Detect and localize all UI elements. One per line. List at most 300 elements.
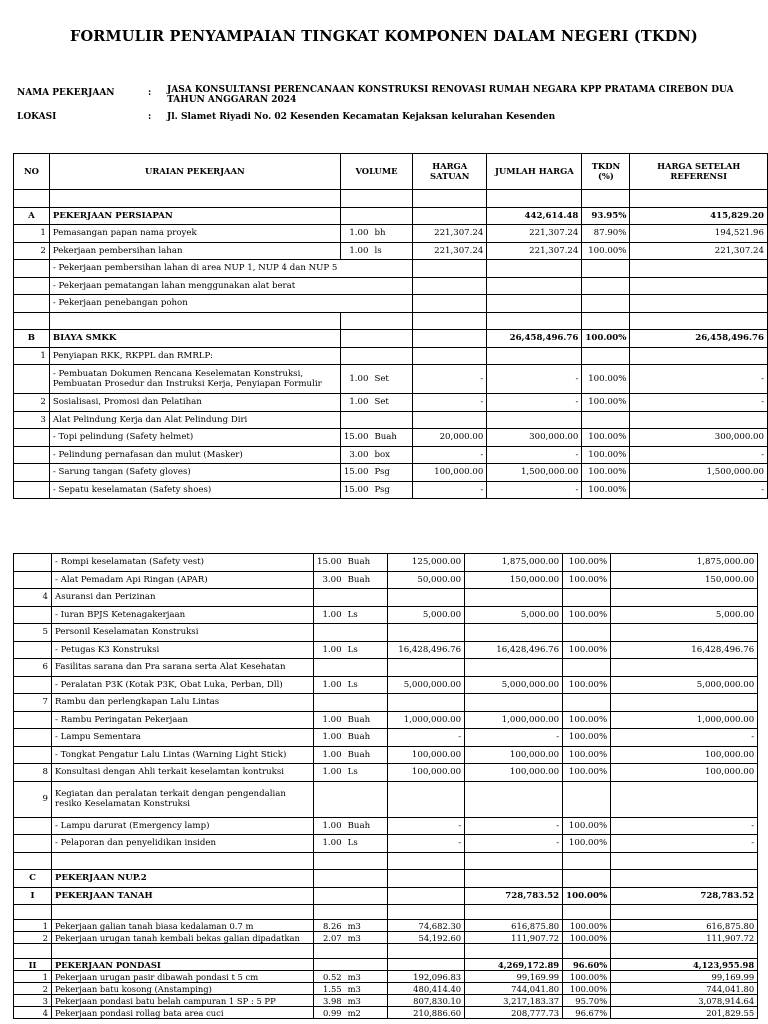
row-harga-referensi	[611, 659, 758, 677]
row-uraian: - Rompi keselamatan (Safety vest)	[52, 554, 314, 572]
job-name-value: JASA KONSULTANSI PERENCANAAN KONSTRUKSI RENOVASI RUMAH NEGARA KPP PRATAMA CIREBON DUA TAHUN ANGGARAN 2024	[167, 85, 734, 105]
row-jumlah-harga: 5,000,000.00	[465, 676, 563, 694]
row-harga-referensi: 111,907.72	[611, 932, 758, 944]
row-harga-referensi: 415,829.20	[630, 207, 768, 225]
row-volume-qty: 1.00	[340, 242, 371, 260]
row-no	[14, 260, 50, 278]
row-volume-qty: 1.00	[314, 606, 345, 624]
row-uraian: - Lampu darurat (Emergency lamp)	[52, 817, 314, 835]
row-no	[14, 190, 50, 208]
row-harga-satuan: 221,307.24	[413, 225, 487, 243]
row-jumlah-harga: -	[465, 835, 563, 853]
row-uraian: Pekerjaan galian tanah biasa kedalaman 0.7 m	[52, 920, 314, 932]
row-volume-unit	[371, 347, 412, 365]
row-harga-satuan: -	[413, 365, 487, 394]
row-volume-qty	[340, 295, 371, 313]
row-volume-unit: m2	[345, 1007, 388, 1019]
section-row	[14, 330, 768, 348]
row-volume-qty	[340, 312, 371, 330]
row-uraian: Pekerjaan urugan pasir dibawah pondasi t 5 cm	[52, 971, 314, 983]
row-harga-referensi	[630, 190, 768, 208]
row-uraian: BIAYA SMKK	[49, 330, 340, 348]
row-volume-unit	[371, 312, 412, 330]
row-jumlah-harga: -	[487, 446, 582, 464]
row-uraian: - Pelindung pernafasan dan mulut (Masker)	[49, 446, 340, 464]
table-row	[14, 624, 758, 642]
row-no: 2	[14, 932, 52, 944]
row-harga-referensi: 1,500,000.00	[630, 464, 768, 482]
row-harga-satuan	[388, 694, 465, 712]
section-row	[14, 959, 758, 971]
row-tkdn	[582, 312, 630, 330]
row-volume-unit	[345, 959, 388, 971]
row-harga-satuan: 192,096.83	[388, 971, 465, 983]
row-tkdn: 96.60%	[563, 959, 611, 971]
row-volume-qty: 1.55	[314, 983, 345, 995]
row-no	[14, 554, 52, 572]
row-harga-satuan: 100,000.00	[388, 746, 465, 764]
row-tkdn: 100.00%	[582, 242, 630, 260]
row-volume-unit	[371, 330, 412, 348]
row-tkdn: 100.00%	[563, 932, 611, 944]
row-volume-unit: Buah	[345, 571, 388, 589]
row-jumlah-harga	[487, 190, 582, 208]
row-tkdn	[582, 190, 630, 208]
row-harga-referensi	[630, 411, 768, 429]
table-row	[14, 554, 758, 572]
row-harga-referensi: 1,000,000.00	[611, 711, 758, 729]
form-title: FORMULIR PENYAMPAIAN TINGKAT KOMPONEN DALAM NEGERI (TKDN)	[69, 28, 698, 45]
table-row	[14, 781, 758, 817]
row-volume-unit	[345, 887, 388, 905]
table-row	[14, 817, 758, 835]
row-no: 7	[14, 694, 52, 712]
row-jumlah-harga: 442,614.48	[487, 207, 582, 225]
row-no	[14, 277, 50, 295]
row-jumlah-harga: -	[465, 729, 563, 747]
table-row	[14, 394, 768, 412]
row-tkdn: 100.00%	[563, 676, 611, 694]
row-volume-qty: 1.00	[314, 746, 345, 764]
row-jumlah-harga: 1,500,000.00	[487, 464, 582, 482]
row-tkdn: 87.90%	[582, 225, 630, 243]
table-row	[14, 641, 758, 659]
row-volume-qty: 15.00	[314, 554, 345, 572]
row-volume-unit	[345, 905, 388, 920]
row-jumlah-harga: 1,000,000.00	[465, 711, 563, 729]
row-harga-satuan	[413, 260, 487, 278]
row-harga-satuan	[388, 959, 465, 971]
row-no	[14, 676, 52, 694]
row-volume-unit: m3	[345, 971, 388, 983]
row-volume-unit: bh	[371, 225, 412, 243]
row-uraian: Pekerjaan pondasi rollag bata area cuci	[52, 1007, 314, 1019]
row-harga-satuan: 125,000.00	[388, 554, 465, 572]
row-tkdn: 100.00%	[563, 554, 611, 572]
row-uraian: Alat Pelindung Kerja dan Alat Pelindung Diri	[49, 411, 340, 429]
table-row	[14, 932, 758, 944]
table-row	[14, 242, 768, 260]
table-row	[14, 606, 758, 624]
row-no	[14, 481, 50, 499]
row-volume-unit: Ls	[345, 835, 388, 853]
row-harga-satuan	[388, 624, 465, 642]
row-harga-satuan: 480,414.40	[388, 983, 465, 995]
row-harga-satuan	[413, 347, 487, 365]
row-volume-unit	[345, 852, 388, 870]
row-tkdn	[582, 277, 630, 295]
row-harga-referensi	[611, 624, 758, 642]
row-volume-unit: box	[371, 446, 412, 464]
row-no: 2	[14, 394, 50, 412]
row-tkdn: 100.00%	[582, 481, 630, 499]
section-row	[14, 870, 758, 888]
row-volume-unit: Ls	[345, 764, 388, 782]
location-label: LOKASI	[17, 112, 57, 122]
row-harga-satuan	[413, 330, 487, 348]
row-volume-unit	[345, 694, 388, 712]
row-no	[14, 711, 52, 729]
row-jumlah-harga: -	[487, 394, 582, 412]
row-uraian: Pekerjaan batu kosong (Anstamping)	[52, 983, 314, 995]
row-tkdn	[563, 944, 611, 959]
table-row	[14, 971, 758, 983]
row-uraian: - Tongkat Pengatur Lalu Lintas (Warning Light Stick)	[52, 746, 314, 764]
row-no: 2	[14, 242, 50, 260]
row-no: 4	[14, 1007, 52, 1019]
row-volume-unit: Ls	[345, 606, 388, 624]
row-harga-satuan	[413, 411, 487, 429]
row-tkdn: 100.00%	[563, 817, 611, 835]
row-jumlah-harga	[487, 260, 582, 278]
row-harga-satuan: 100,000.00	[388, 764, 465, 782]
row-tkdn: 100.00%	[563, 711, 611, 729]
row-harga-satuan: 100,000.00	[413, 464, 487, 482]
row-volume-unit	[345, 870, 388, 888]
row-volume-qty: 1.00	[340, 225, 371, 243]
row-volume-unit	[345, 659, 388, 677]
spacer-row	[14, 944, 758, 959]
row-tkdn: 100.00%	[563, 571, 611, 589]
row-harga-satuan: 5,000,000.00	[388, 676, 465, 694]
row-uraian: Penyiapan RKK, RKPPL dan RMRLP:	[49, 347, 340, 365]
row-harga-referensi: -	[630, 481, 768, 499]
header-harga-referensi: HARGA SETELAH REFERENSI	[630, 154, 768, 190]
header-jumlah-harga: JUMLAH HARGA	[487, 154, 582, 190]
table-row	[14, 411, 768, 429]
row-volume-unit: m3	[345, 932, 388, 944]
blank-row	[14, 852, 758, 870]
row-tkdn: 100.00%	[563, 641, 611, 659]
table-row	[14, 835, 758, 853]
table-row	[14, 711, 758, 729]
row-jumlah-harga	[465, 781, 563, 817]
row-no	[14, 944, 52, 959]
row-harga-satuan	[388, 887, 465, 905]
table-row	[14, 983, 758, 995]
row-no: 1	[14, 347, 50, 365]
row-harga-referensi: 300,000.00	[630, 429, 768, 447]
row-no: C	[14, 870, 52, 888]
row-no: I	[14, 887, 52, 905]
row-harga-referensi	[630, 260, 768, 278]
row-jumlah-harga	[465, 852, 563, 870]
row-harga-referensi	[611, 905, 758, 920]
row-jumlah-harga	[487, 295, 582, 313]
row-no: 1	[14, 920, 52, 932]
row-volume-qty: 0.52	[314, 971, 345, 983]
row-harga-satuan: -	[388, 817, 465, 835]
section-row	[14, 207, 768, 225]
row-volume-qty	[314, 781, 345, 817]
row-uraian: - Iuran BPJS Ketenagakerjaan	[52, 606, 314, 624]
row-harga-satuan: -	[413, 446, 487, 464]
row-uraian: - Pelaporan dan penyelidikan insiden	[52, 835, 314, 853]
row-uraian: PEKERJAAN NUP.2	[52, 870, 314, 888]
row-no: II	[14, 959, 52, 971]
row-volume-unit: Psg	[371, 464, 412, 482]
row-uraian: Fasilitas sarana dan Pra sarana serta Alat Kesehatan	[52, 659, 314, 677]
row-no	[14, 365, 50, 394]
row-no	[14, 852, 52, 870]
row-harga-referensi: 99,169.99	[611, 971, 758, 983]
row-harga-satuan: -	[388, 729, 465, 747]
row-uraian: PEKERJAAN TANAH	[52, 887, 314, 905]
row-jumlah-harga: 4,269,172.89	[465, 959, 563, 971]
row-harga-satuan: -	[388, 835, 465, 853]
row-harga-referensi: 1,875,000.00	[611, 554, 758, 572]
row-jumlah-harga: 744,041.80	[465, 983, 563, 995]
row-volume-unit	[345, 781, 388, 817]
row-volume-qty: 1.00	[314, 676, 345, 694]
row-harga-satuan: 807,830.10	[388, 995, 465, 1007]
table-row	[14, 659, 758, 677]
row-no: 3	[14, 411, 50, 429]
table-row	[14, 481, 768, 499]
row-volume-unit: m3	[345, 920, 388, 932]
row-jumlah-harga: 100,000.00	[465, 746, 563, 764]
row-harga-referensi: -	[630, 365, 768, 394]
row-jumlah-harga: 221,307.24	[487, 242, 582, 260]
table-row	[14, 995, 758, 1007]
row-volume-qty: 3.98	[314, 995, 345, 1007]
row-harga-referensi: 221,307.24	[630, 242, 768, 260]
table-row	[14, 365, 768, 394]
row-volume-unit: Buah	[345, 817, 388, 835]
table-row	[14, 225, 768, 243]
row-no	[14, 746, 52, 764]
row-jumlah-harga: 3,217,183.37	[465, 995, 563, 1007]
row-no	[14, 429, 50, 447]
row-jumlah-harga	[487, 347, 582, 365]
row-harga-referensi	[611, 781, 758, 817]
table-row	[14, 729, 758, 747]
row-jumlah-harga	[465, 624, 563, 642]
row-volume-qty: 15.00	[340, 481, 371, 499]
row-tkdn	[563, 852, 611, 870]
row-jumlah-harga: 1,875,000.00	[465, 554, 563, 572]
row-harga-referensi: 26,458,496.76	[630, 330, 768, 348]
row-jumlah-harga: 221,307.24	[487, 225, 582, 243]
row-tkdn: 100.00%	[582, 446, 630, 464]
row-uraian: - Topi pelindung (Safety helmet)	[49, 429, 340, 447]
row-harga-satuan: -	[413, 394, 487, 412]
row-tkdn	[563, 589, 611, 607]
row-volume-qty	[340, 260, 371, 278]
row-harga-referensi	[611, 694, 758, 712]
row-uraian: - Petugas K3 Konstruksi	[52, 641, 314, 659]
row-uraian: Sosialisasi, Promosi dan Pelatihan	[49, 394, 340, 412]
row-jumlah-harga	[465, 589, 563, 607]
row-tkdn	[563, 694, 611, 712]
row-volume-qty: 1.00	[340, 365, 371, 394]
row-no	[14, 571, 52, 589]
row-tkdn	[563, 781, 611, 817]
row-tkdn: 93.95%	[582, 207, 630, 225]
row-harga-referensi: 194,521.96	[630, 225, 768, 243]
row-volume-unit	[371, 190, 412, 208]
row-harga-referensi: 16,428,496.76	[611, 641, 758, 659]
row-jumlah-harga	[465, 905, 563, 920]
row-volume-unit: Set	[371, 394, 412, 412]
row-volume-qty: 1.00	[314, 711, 345, 729]
header-harga-satuan: HARGA SATUAN	[413, 154, 487, 190]
row-volume-unit	[371, 411, 412, 429]
row-harga-satuan	[388, 589, 465, 607]
row-harga-referensi: -	[630, 446, 768, 464]
row-uraian: - Pembuatan Dokumen Rencana Keselematan Konstruksi, Pembuatan Prosedur dan Instruksi Kerja, Penyiapan Formulir	[49, 365, 340, 394]
row-volume-unit: m3	[345, 983, 388, 995]
table-row	[14, 746, 758, 764]
row-harga-referensi: 5,000,000.00	[611, 676, 758, 694]
row-no	[14, 641, 52, 659]
row-uraian: Pekerjaan pembersihan lahan	[49, 242, 340, 260]
row-harga-satuan: 20,000.00	[413, 429, 487, 447]
row-no: B	[14, 330, 50, 348]
row-harga-referensi: -	[611, 835, 758, 853]
row-harga-referensi: -	[611, 729, 758, 747]
row-harga-referensi: -	[611, 817, 758, 835]
row-no	[14, 312, 50, 330]
row-volume-qty: 3.00	[340, 446, 371, 464]
row-no	[14, 606, 52, 624]
row-harga-referensi: -	[630, 394, 768, 412]
table-header-row	[14, 154, 768, 190]
row-harga-satuan	[413, 312, 487, 330]
table-row	[14, 1007, 758, 1019]
row-harga-referensi	[611, 870, 758, 888]
row-tkdn	[582, 347, 630, 365]
row-uraian: PEKERJAAN PERSIAPAN	[49, 207, 340, 225]
row-uraian: - Lampu Sementara	[52, 729, 314, 747]
row-no: 2	[14, 983, 52, 995]
section-row	[14, 887, 758, 905]
row-jumlah-harga	[465, 694, 563, 712]
row-tkdn: 95.70%	[563, 995, 611, 1007]
row-uraian: Pemasangan papan nama proyek	[49, 225, 340, 243]
row-no: 1	[14, 971, 52, 983]
row-no	[14, 835, 52, 853]
row-uraian: - Pekerjaan penebangan pohon	[49, 295, 340, 313]
row-harga-satuan: 210,886.60	[388, 1007, 465, 1019]
row-harga-satuan	[413, 190, 487, 208]
row-jumlah-harga: -	[487, 481, 582, 499]
row-tkdn: 100.00%	[582, 394, 630, 412]
row-tkdn: 100.00%	[563, 729, 611, 747]
row-no	[14, 905, 52, 920]
row-tkdn: 100.00%	[563, 764, 611, 782]
row-tkdn: 100.00%	[563, 835, 611, 853]
row-no: A	[14, 207, 50, 225]
row-volume-unit: Psg	[371, 481, 412, 499]
row-no	[14, 817, 52, 835]
row-volume-qty	[314, 589, 345, 607]
row-tkdn: 100.00%	[582, 365, 630, 394]
row-uraian: - Sepatu keselamatan (Safety shoes)	[49, 481, 340, 499]
row-no: 1	[14, 225, 50, 243]
row-uraian	[49, 190, 340, 208]
row-volume-qty: 1.00	[314, 764, 345, 782]
row-volume-qty: 15.00	[340, 429, 371, 447]
row-volume-unit: Ls	[345, 641, 388, 659]
row-jumlah-harga: -	[465, 817, 563, 835]
row-harga-satuan	[413, 295, 487, 313]
row-uraian: PEKERJAAN PONDASI	[52, 959, 314, 971]
row-tkdn	[582, 260, 630, 278]
row-jumlah-harga	[465, 870, 563, 888]
row-harga-satuan: 54,192.60	[388, 932, 465, 944]
tkdn-table-part-2	[13, 553, 758, 1019]
table-row	[14, 920, 758, 932]
row-uraian: Pekerjaan urugan tanah kembali bekas galian dipadatkan	[52, 932, 314, 944]
row-tkdn	[563, 659, 611, 677]
row-tkdn: 100.00%	[563, 887, 611, 905]
row-harga-referensi: 3,078,914.64	[611, 995, 758, 1007]
row-tkdn	[563, 905, 611, 920]
row-jumlah-harga: 16,428,496.76	[465, 641, 563, 659]
row-no	[14, 295, 50, 313]
row-volume-qty	[340, 207, 371, 225]
row-no: 6	[14, 659, 52, 677]
row-volume-qty	[314, 905, 345, 920]
row-jumlah-harga	[487, 277, 582, 295]
row-volume-unit	[345, 624, 388, 642]
row-harga-referensi: 728,783.52	[611, 887, 758, 905]
row-no	[14, 464, 50, 482]
table-row	[14, 429, 768, 447]
table-row	[14, 694, 758, 712]
table-row	[14, 764, 758, 782]
row-harga-satuan: 221,307.24	[413, 242, 487, 260]
row-volume-unit	[345, 589, 388, 607]
row-harga-referensi: 5,000.00	[611, 606, 758, 624]
row-volume-qty	[314, 852, 345, 870]
row-volume-qty	[340, 277, 371, 295]
row-harga-referensi: 744,041.80	[611, 983, 758, 995]
row-volume-unit	[371, 295, 412, 313]
row-harga-referensi: 150,000.00	[611, 571, 758, 589]
row-uraian: - Rambu Peringatan Pekerjaan	[52, 711, 314, 729]
row-harga-satuan: 16,428,496.76	[388, 641, 465, 659]
row-tkdn: 100.00%	[582, 429, 630, 447]
row-harga-referensi	[630, 347, 768, 365]
row-uraian	[52, 944, 314, 959]
table-row	[14, 464, 768, 482]
row-harga-satuan	[388, 870, 465, 888]
row-harga-satuan	[413, 277, 487, 295]
table-row	[14, 676, 758, 694]
row-harga-referensi	[630, 295, 768, 313]
